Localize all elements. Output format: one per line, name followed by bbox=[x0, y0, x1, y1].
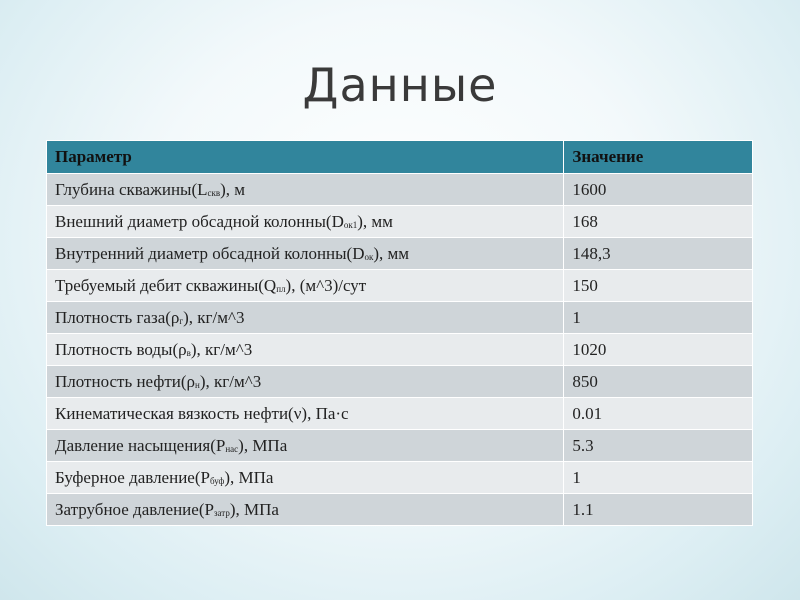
parameter-cell bbox=[47, 366, 564, 398]
parameter-unit: ), мм bbox=[357, 211, 393, 231]
parameter-cell bbox=[47, 494, 564, 526]
value-cell: 1600 bbox=[564, 174, 753, 206]
table-row bbox=[47, 238, 753, 270]
parameter-label: Требуемый дебит скважины(Q bbox=[55, 275, 277, 295]
parameter-label: Внутренний диаметр обсадной колонны(D bbox=[55, 243, 365, 263]
parameter-subscript: н bbox=[195, 379, 200, 390]
parameter-cell bbox=[47, 302, 564, 334]
parameter-label: Глубина скважины(L bbox=[55, 179, 208, 199]
table-row bbox=[47, 270, 753, 302]
slide-title: Данные bbox=[302, 58, 498, 112]
table-row bbox=[47, 398, 753, 430]
value-cell: 1 bbox=[564, 302, 753, 334]
parameter-unit: ), МПа bbox=[229, 499, 279, 519]
parameter-label: Плотность воды(ρ bbox=[55, 339, 187, 359]
table-row bbox=[47, 462, 753, 494]
parameter-cell bbox=[47, 430, 564, 462]
value-cell: 1 bbox=[564, 462, 753, 494]
parameter-subscript: в bbox=[186, 347, 191, 358]
parameter-subscript: г bbox=[179, 315, 184, 326]
table-row bbox=[47, 366, 753, 398]
data-table bbox=[46, 140, 753, 526]
parameter-label: Буферное давление(P bbox=[55, 467, 210, 487]
header-value: Значение bbox=[564, 141, 753, 174]
parameter-subscript: ок1 bbox=[343, 219, 358, 230]
parameter-label: Плотность газа(ρ bbox=[55, 307, 180, 327]
value-cell: 850 bbox=[564, 366, 753, 398]
parameter-cell bbox=[47, 398, 564, 430]
table-row bbox=[47, 174, 753, 206]
table-row bbox=[47, 206, 753, 238]
table-row bbox=[47, 302, 753, 334]
parameter-cell bbox=[47, 206, 564, 238]
parameter-cell bbox=[47, 270, 564, 302]
parameter-subscript: затр bbox=[213, 507, 230, 518]
parameter-unit: ), мм bbox=[373, 243, 410, 263]
parameter-unit: ), м bbox=[220, 179, 246, 199]
value-cell: 148,3 bbox=[564, 238, 753, 270]
parameter-unit: ), МПа bbox=[238, 435, 288, 455]
parameter-subscript: пл bbox=[276, 283, 286, 294]
parameter-label: Затрубное давление(P bbox=[55, 499, 214, 519]
parameter-subscript: скв bbox=[207, 187, 221, 198]
table-row bbox=[47, 494, 753, 526]
parameter-cell bbox=[47, 238, 564, 270]
value-cell: 150 bbox=[564, 270, 753, 302]
parameter-cell bbox=[47, 174, 564, 206]
parameter-subscript: нас bbox=[225, 443, 239, 454]
parameter-label: Плотность нефти(ρ bbox=[55, 371, 196, 391]
value-cell: 168 bbox=[564, 206, 753, 238]
table-header-row bbox=[47, 141, 753, 174]
value-cell: 1.1 bbox=[564, 494, 753, 526]
parameter-unit: ), МПа bbox=[224, 467, 274, 487]
value-cell: 5.3 bbox=[564, 430, 753, 462]
table-row bbox=[47, 430, 753, 462]
parameter-label: Кинематическая вязкость нефти(ν), Па·с bbox=[55, 403, 349, 423]
table-row bbox=[47, 334, 753, 366]
header-parameter: Параметр bbox=[47, 141, 564, 174]
parameter-cell bbox=[47, 462, 564, 494]
parameter-unit: ), (м^3)/сут bbox=[285, 275, 367, 295]
parameter-unit: ), кг/м^3 bbox=[190, 339, 253, 359]
parameter-subscript: буф bbox=[209, 475, 225, 486]
parameter-label: Внешний диаметр обсадной колонны(D bbox=[55, 211, 344, 231]
value-cell: 0.01 bbox=[564, 398, 753, 430]
parameter-unit: ), кг/м^3 bbox=[199, 371, 262, 391]
value-cell: 1020 bbox=[564, 334, 753, 366]
parameter-subscript: ок bbox=[364, 251, 374, 262]
parameter-label: Давление насыщения(P bbox=[55, 435, 226, 455]
parameter-cell bbox=[47, 334, 564, 366]
parameter-unit: ), кг/м^3 bbox=[183, 307, 245, 327]
